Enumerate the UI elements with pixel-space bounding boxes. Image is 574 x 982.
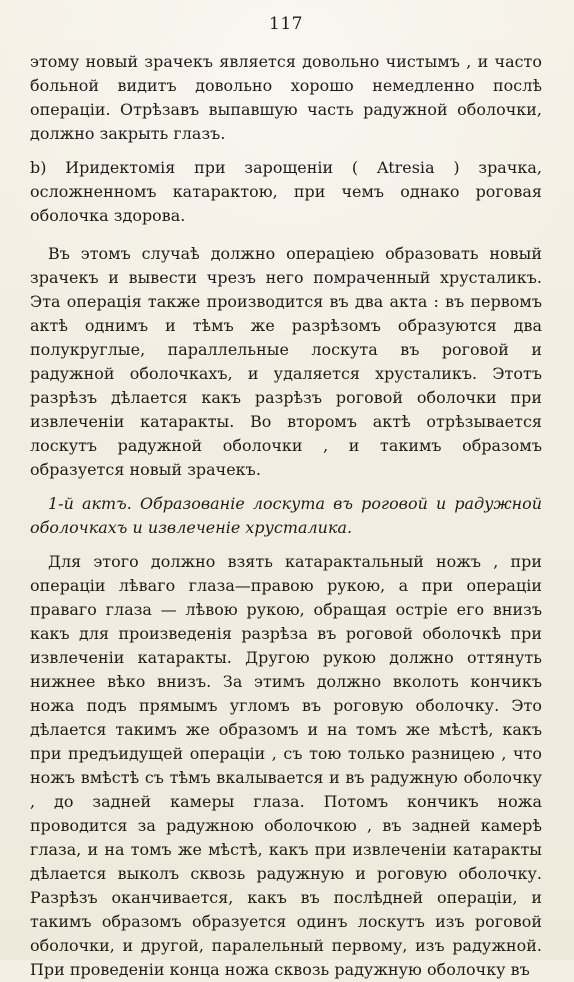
section-heading-b: b) Иридектомія при зарощеніи ( Atresia ) зрачка, осложненномъ катарактою, при чемъ однако роговая оболочка здорова. bbox=[30, 158, 542, 225]
paragraph-act-1-instructions: Для этого должно взять катарактальный ножъ , при операціи лѣваго глаза—правою рукою, а при операціи праваго глаза — лѣвою рукою, обращая остріе его внизъ какъ для произведенія разрѣза въ роговой оболочкѣ при извлеченіи катаракты. Другою рукою должно оттянуть нижнее вѣко внизъ. За этимъ должно вколоть кончикъ ножа подъ прямымъ угломъ въ роговую оболочку. Это дѣлается такимъ же образомъ и на томъ же мѣстѣ, какъ при предъидущей операціи , съ тою только разницею , что ножъ вмѣстѣ съ тѣмъ вкалывается и въ радужную оболочку , до задней камеры глаза. Потомъ кончикъ ножа проводится за радужною оболочкою , въ задней камерѣ глаза, и на томъ же мѣстѣ, какъ при извлеченіи катаракты дѣлается выколъ сквозь радужную и роговую оболочку. Разрѣзъ оканчивается, какъ въ послѣдней операціи, и такимъ образомъ образуется одинъ лоскутъ изъ роговой оболочки, и другой, паралельный первому, изъ радужной. При проведеніи конца ножа сквозь радужную оболочку въ bbox=[30, 552, 542, 979]
page-content bbox=[30, 50, 542, 982]
act-heading-1: 1-й актъ. Образованіе лоскута въ роговой и радужной оболочкахъ и извлеченіе хрусталика. bbox=[30, 494, 542, 537]
page-number: 117 bbox=[269, 14, 303, 34]
paragraph-procedure-overview: Въ этомъ случаѣ должно операціею образовать новый зрачекъ и вывести чрезъ него помраченный хрусталикъ. Эта операція также производится въ два акта : въ первомъ актѣ однимъ и тѣмъ же разрѣзомъ образуются два полукруглые, параллельные лоскута въ роговой и радужной оболочкахъ, и удаляется хрусталикъ. Этотъ разрѣзъ дѣлается какъ разрѣзъ роговой оболочки при извлеченіи катаракты. Во второмъ актѣ отрѣзывается лоскутъ радужной оболочки , и такимъ образомъ образуется новый зрачекъ. bbox=[30, 244, 542, 479]
paragraph-continuation: этому новый зрачекъ является довольно чистымъ , и часто больной видитъ довольно хорошо немедленно послѣ операціи. Отрѣзавъ выпавшую часть радужной оболочки, должно закрыть глазъ. bbox=[30, 52, 542, 143]
